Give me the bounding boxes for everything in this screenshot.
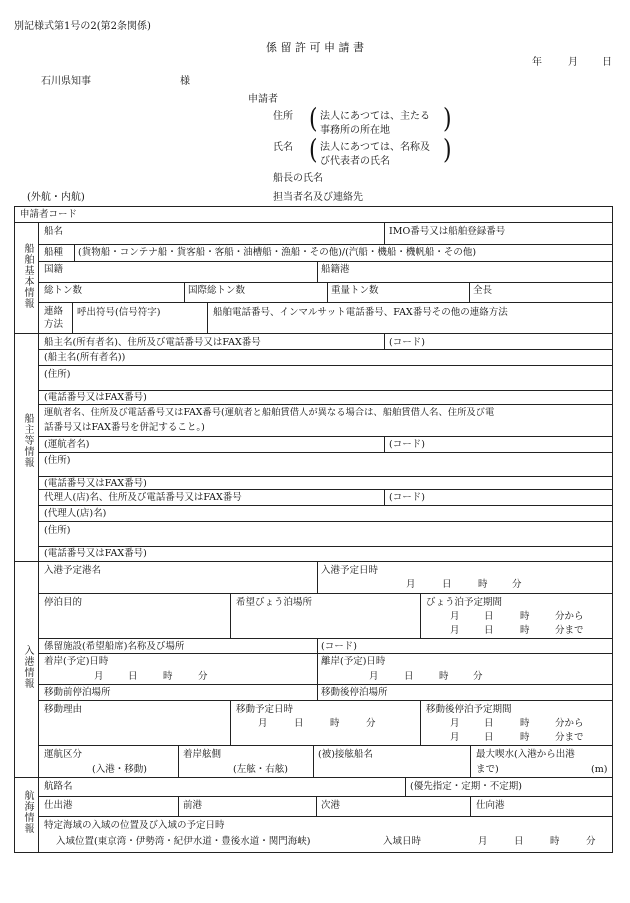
day-label: 日 xyxy=(514,836,524,847)
departure-dt-label: 離岸(予定)日時 xyxy=(321,656,386,667)
from-label: 分から xyxy=(555,611,584,622)
pre-move-place-field[interactable]: 移動前停泊場所 xyxy=(44,687,111,698)
month-label: 月 xyxy=(478,836,488,847)
entry-dt-label: 入域日時 xyxy=(383,836,422,847)
minute-label: 分 xyxy=(198,671,208,682)
hour-label: 時 xyxy=(550,836,560,847)
previous-port-field[interactable]: 前港 xyxy=(183,800,203,811)
minute-label: 分 xyxy=(473,671,483,682)
route-priority-options[interactable]: (優先指定・定期・不定期) xyxy=(410,781,522,792)
hour-label: 時 xyxy=(520,732,530,743)
route-type[interactable]: (外航・内航) xyxy=(27,192,85,203)
minute-label: 分 xyxy=(586,836,596,847)
max-draft-unit[interactable]: (m) xyxy=(591,764,608,775)
day-label: 日 xyxy=(484,718,494,729)
owner-code-field[interactable]: (コード) xyxy=(389,337,425,348)
day-label: 日 xyxy=(404,671,414,682)
date-year-label[interactable]: 年 xyxy=(532,57,542,68)
close-brace-icon: ) xyxy=(443,134,452,166)
gross-tonnage-field[interactable]: 総トン数 xyxy=(44,285,83,296)
agent-address-field[interactable]: (住所) xyxy=(44,525,71,536)
adjacent-ship-field[interactable]: (被)接舷船名 xyxy=(318,749,373,760)
operation-type-options[interactable]: (入港・移動) xyxy=(92,764,147,775)
planned-port-field[interactable]: 入港予定港名 xyxy=(44,565,102,576)
operator-address-field[interactable]: (住所) xyxy=(44,455,71,466)
operator-name-field[interactable]: (運航者名) xyxy=(44,439,90,450)
month-label: 月 xyxy=(258,718,268,729)
open-brace-icon: ( xyxy=(309,134,318,166)
berthing-side-label: 着岸舷側 xyxy=(183,749,222,760)
until-label: 分まで xyxy=(555,625,584,636)
vessel-section-label: 船舶基本情報 xyxy=(22,243,33,309)
nationality-field[interactable]: 国籍 xyxy=(44,264,64,275)
move-reason-field[interactable]: 移動理由 xyxy=(44,704,83,715)
special-area-header: 特定海域の入域の位置及び入域の予定日時 xyxy=(44,820,225,831)
ship-type-options[interactable]: (貨物船・コンテナ船・貨客船・客船・油槽船・漁船・その他)/(汽船・機船・機帆船・その他) xyxy=(78,247,477,258)
anchor-period-label: びょう泊予定期間 xyxy=(426,597,503,608)
month-label: 月 xyxy=(450,732,460,743)
month-label: 月 xyxy=(450,718,460,729)
address-label[interactable]: 住所 xyxy=(273,111,293,122)
agent-name-field[interactable]: (代理人(店)名) xyxy=(44,508,107,519)
hour-label: 時 xyxy=(330,718,340,729)
desired-berth-field[interactable]: 希望びょう泊場所 xyxy=(236,597,313,608)
facility-code-field[interactable]: (コード) xyxy=(321,641,357,652)
captain-name-label[interactable]: 船長の氏名 xyxy=(273,173,323,184)
until-label: 分まで xyxy=(555,732,584,743)
operator-header-2: 話番号又はFAX番号を併記すること。) xyxy=(44,422,205,433)
applicant-code-field[interactable]: 申請者コード xyxy=(20,209,78,220)
next-port-field[interactable]: 次港 xyxy=(321,800,341,811)
address-note-2: 事務所の所在地 xyxy=(320,125,390,136)
destination-port-field[interactable]: 仕向港 xyxy=(476,800,505,811)
form-number: 別記様式第1号の2(第2条関係) xyxy=(14,21,151,32)
ship-phone-field[interactable]: 船舶電話番号、インマルサット電話番号、FAX番号その他の連絡方法 xyxy=(213,307,508,318)
port-of-registry-field[interactable]: 船籍港 xyxy=(321,264,350,275)
deadweight-field[interactable]: 重量トン数 xyxy=(331,285,379,296)
month-label: 月 xyxy=(369,671,379,682)
addressee: 石川県知事 xyxy=(41,76,91,87)
month-label: 月 xyxy=(450,625,460,636)
month-label: 月 xyxy=(450,611,460,622)
name-label[interactable]: 氏名 xyxy=(273,142,293,153)
operator-phone-field[interactable]: (電話番号又はFAX番号) xyxy=(44,478,147,489)
ship-type-label: 船種 xyxy=(44,247,64,258)
date-month-label[interactable]: 月 xyxy=(568,57,578,68)
owner-name-field[interactable]: (船主名(所有者名)) xyxy=(44,352,126,363)
close-brace-icon: ) xyxy=(443,103,452,135)
minute-label: 分 xyxy=(366,718,376,729)
post-move-period-label: 移動後停泊予定期間 xyxy=(426,704,512,715)
minute-label: 分 xyxy=(512,579,522,590)
owner-address-field[interactable]: (住所) xyxy=(44,369,71,380)
address-note-1: 法人にあつては、主たる xyxy=(320,111,430,122)
agent-phone-field[interactable]: (電話番号又はFAX番号) xyxy=(44,548,147,559)
day-label: 日 xyxy=(484,625,494,636)
hour-label: 時 xyxy=(520,625,530,636)
operator-header-1: 運航者名、住所及び電話番号又はFAX番号(運航者と船舶賃借人が異なる場合は、船舶賃借人名、住所及び電 xyxy=(44,407,495,418)
route-name-field[interactable]: 航路名 xyxy=(44,781,73,792)
length-overall-field[interactable]: 全長 xyxy=(473,285,493,296)
operation-type-label: 運航区分 xyxy=(44,749,83,760)
call-sign-field[interactable]: 呼出符号(信号符字) xyxy=(77,307,161,318)
contact-person-label[interactable]: 担当者名及び連絡先 xyxy=(273,192,363,203)
hour-label: 時 xyxy=(163,671,173,682)
honorific: 様 xyxy=(180,76,190,87)
imo-number-field[interactable]: IMO番号又は船舶登録番号 xyxy=(389,226,506,237)
planned-entry-dt-label: 入港予定日時 xyxy=(321,565,379,576)
facility-field[interactable]: 係留施設(希望船席)名称及び場所 xyxy=(44,641,185,652)
hour-label: 時 xyxy=(478,579,488,590)
page-title: 係 留 許 可 申 請 書 xyxy=(266,41,364,54)
day-label: 日 xyxy=(484,732,494,743)
contact-method-label-1: 連絡 xyxy=(44,306,64,317)
hour-label: 時 xyxy=(520,718,530,729)
departure-port-field[interactable]: 仕出港 xyxy=(44,800,73,811)
hour-label: 時 xyxy=(520,611,530,622)
planned-move-dt-label: 移動予定日時 xyxy=(236,704,294,715)
entry-position-options[interactable]: 入域位置(東京湾・伊勢湾・紀伊水道・豊後水道・関門海峡) xyxy=(56,836,311,847)
day-label: 日 xyxy=(484,611,494,622)
date-day-label[interactable]: 日 xyxy=(602,57,612,68)
name-note-1: 法人にあつては、名称及 xyxy=(320,142,430,153)
applicant-label: 申請者 xyxy=(248,94,278,105)
from-label: 分から xyxy=(555,718,584,729)
ship-name-field[interactable]: 船名 xyxy=(44,226,64,237)
mooring-purpose-field[interactable]: 停泊目的 xyxy=(44,597,83,608)
max-draft-label-1: 最大喫水(入港から出港 xyxy=(476,749,575,760)
voyage-section-label: 航海情報 xyxy=(22,790,33,834)
post-move-place-field[interactable]: 移動後停泊場所 xyxy=(321,687,388,698)
name-note-2: び代表者の氏名 xyxy=(320,156,390,167)
open-brace-icon: ( xyxy=(309,103,318,135)
owner-phone-field[interactable]: (電話番号又はFAX番号) xyxy=(44,392,147,403)
contact-method-label-2: 方法 xyxy=(44,319,64,330)
hour-label: 時 xyxy=(439,671,449,682)
owner-header: 船主名(所有者名)、住所及び電話番号又はFAX番号 xyxy=(44,337,261,348)
berthing-dt-label: 着岸(予定)日時 xyxy=(44,656,109,667)
berthing-side-options[interactable]: (左舷・右舷) xyxy=(233,764,288,775)
intl-gross-tonnage-field[interactable]: 国際総トン数 xyxy=(188,285,246,296)
agent-header: 代理人(店)名、住所及び電話番号又はFAX番号 xyxy=(44,492,242,503)
day-label: 日 xyxy=(128,671,138,682)
port-entry-section-label: 入港情報 xyxy=(22,645,33,689)
month-label: 月 xyxy=(94,671,104,682)
max-draft-label-2: まで) xyxy=(476,764,499,775)
agent-code-field[interactable]: (コード) xyxy=(389,492,425,503)
day-label: 日 xyxy=(442,579,452,590)
day-label: 日 xyxy=(294,718,304,729)
month-label: 月 xyxy=(406,579,416,590)
operator-code-field[interactable]: (コード) xyxy=(389,439,425,450)
owner-section-label: 船主等情報 xyxy=(22,413,33,468)
